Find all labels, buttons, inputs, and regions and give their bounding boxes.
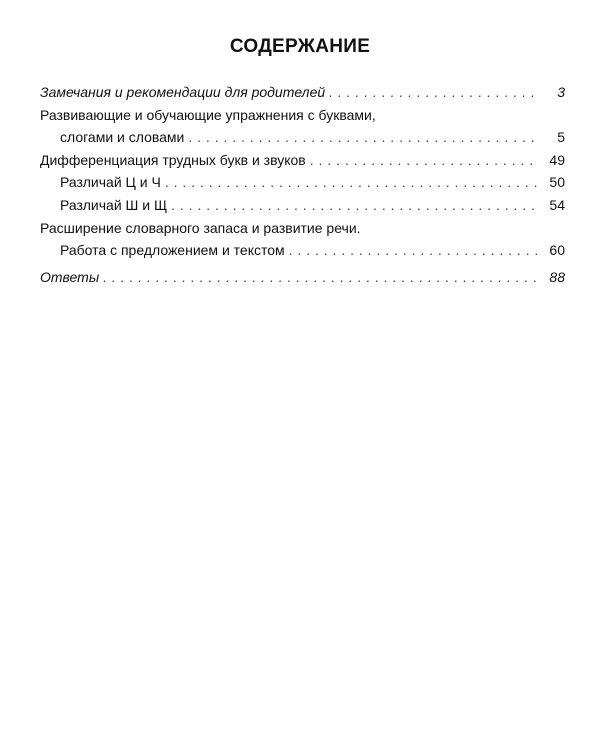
table-of-contents (40, 81, 565, 288)
toc-entry-title: Развивающие и обучающие упражнения с буквами, (40, 106, 376, 123)
page-title: СОДЕРЖАНИЕ (229, 36, 371, 57)
leader-dots (289, 239, 539, 262)
leader-dots (165, 171, 539, 194)
leader-dots (171, 194, 539, 217)
toc-entry-vocabulary-line2 (40, 239, 565, 262)
toc-entry-title: Различай Ш и Щ (60, 196, 168, 213)
toc-entry-page: 3 (557, 84, 565, 100)
toc-entry-vocabulary-line1 (40, 217, 565, 240)
toc-entry-ts-ch (40, 171, 565, 194)
toc-entry-answers (40, 266, 565, 289)
toc-entry-differentiation (40, 149, 565, 172)
toc-entry-title: Замечания и рекомендации для родителей (40, 84, 326, 100)
toc-entry-page: 5 (557, 129, 565, 146)
leader-dots (188, 126, 539, 149)
toc-entry-exercises-line2 (40, 126, 565, 149)
toc-entry-title: Дифференциация трудных букв и звуков (40, 151, 306, 168)
toc-entry-title: Ответы (40, 268, 100, 285)
leader-dots (310, 149, 539, 172)
toc-entry-page: 60 (549, 242, 565, 259)
leader-dots (103, 266, 539, 289)
toc-entry-title: Расширение словарного запаса и развитие речи. (40, 219, 361, 236)
toc-entry-page: 54 (549, 196, 565, 213)
toc-entry-page: 50 (549, 174, 565, 191)
toc-entry-parents-notes (40, 81, 565, 104)
toc-entry-sh-shch (40, 194, 565, 217)
toc-entry-title-cont: слогами и словами (60, 129, 185, 146)
toc-entry-page: 49 (549, 151, 565, 168)
toc-entry-page: 88 (549, 268, 565, 285)
toc-entry-title-cont: Работа с предложением и текстом (60, 242, 285, 259)
toc-entry-title: Различай Ц и Ч (60, 174, 161, 191)
leader-dots (329, 81, 539, 104)
toc-entry-exercises-line1 (40, 104, 565, 127)
